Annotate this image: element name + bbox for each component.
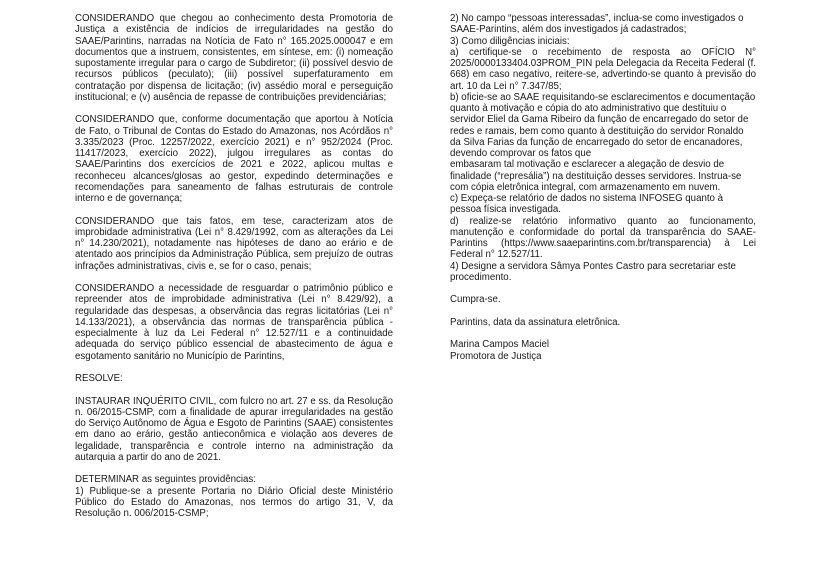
providencia-item-4: 4) Designe a servidora Sâmya Pontes Castro para secretariar este procedimento. [450,260,736,283]
diligencia-item-c: c) Expeça-se relatório de dados no sistema INFOSEG quanto à pessoa física investigada. [450,193,724,216]
diligencia-item-a: a) certifique-se o recebimento de resposta ao OFÍCIO N° 2025/0000133404.03PROM_PIN pela Delegacia da Receita Federal (f. 668) em caso negativo, reitere-se, advertindo-se quanto à previsão do art. 10 da Lei n° 7.347/85; [450,46,756,92]
considerando-paragraph-2: CONSIDERANDO que, conforme documentação que aportou à Notícia de Fato, o Tribunal de Contas do Estado do Amazonas, nos Acórdãos n° 3.335/2023 (Proc. 12257/2022, exercício 2021) e n° 952/2024 (Proc. 11417/2023, exercício 2022), julgou irregulares as contas do SAAE/Parintins dos exercícios de 2021 e 2022, aplicou multas e reconheceu alcances/glosas ao gestor, expedindo determinações e recomendações para saneamento de falhas estruturais de controle interno e de governança; [75,114,393,204]
determinar-item-1: 1) Publique-se a presente Portaria no Diário Oficial deste Ministério Público do Estado do Amazonas, nos termos do artigo 31, V, da Resolução n. 006/2015-CSMP; [75,485,393,519]
diligencia-item-d: d) realize-se relatório informativo quanto ao funcionamento, manutenção e conformidade do portal da transparência do SAAE-Parintins (https://www.saaeparintins.com.br/transparencia) à Lei Federal n° 12.527/11. [450,215,756,261]
diligencias-heading: 3) Como diligências iniciais: [450,35,570,47]
considerando-paragraph-4: CONSIDERANDO a necessidade de resguardar o patrimônio público e repreender atos de improbidade administrativa (Lei n° 8.429/92), a regularidade das despesas, a observância das regras licitatórias (Lei n° 14.133/2021), a observância das normas de transparência pública - especialmente à luz da Lei Federal n° 12.527/11 e a continuidade adequada do serviço público essencial de abastecimento de água e esgotamento sanitário no Município de Parintins, [75,283,393,362]
signer-title: Promotora de Justiça [450,350,542,362]
determinar-heading: DETERMINAR as seguintes providências: [75,474,256,486]
providencias-list [450,13,756,283]
spacer [450,283,756,294]
considerando-paragraph-1: CONSIDERANDO que chegou ao conhecimento desta Promotoria de Justiça a existência de indícios de irregularidades na gestão do SAAE/Parintins, narradas na Notícia de Fato n° 165.2025.000047 e em documentos que a instruem, consistentes, em síntese, em: (i) nomeação supostamente irregular para o cargo de Subdiretor; (ii) possível desvio de recursos públicos (peculato); (iii) possível superfaturamento em contratação por dispensa de licitação; (iv) assédio moral e perseguição institucional; e (v) ausência de repasse de contribuições previdenciárias; [75,13,393,103]
diligencia-item-b: b) oficie-se ao SAAE requisitando-se esclarecimentos e documentação quanto à motivação e cópia do ato administrativo que destituiu o servidor Eliel da Gama Ribeiro da função de encarregado do setor de redes e ramais, bem como quanto à destituição do servidor Ronaldo da Silva Farias da função de encarregado do setor de encanadores, devendo comprovar os fatos que [450,91,756,159]
diligencia-item-b-continued: embasaram tal motivação e esclarecer a alegação de desvio de finalidade (“represália”) na destituição desses servidores. Instrua-se com cópia eletrônica integral, com armazenamento em nuvem. [450,159,742,193]
instaurar-paragraph: INSTAURAR INQUÉRITO CIVIL, com fulcro no art. 27 e ss. da Resolução n. 06/2015-CSMP, com a finalidade de apurar irregularidades na gestão do Serviço Autônomo de Água e Esgoto de Parintins (SAAE) consistentes em dano ao erário, gestão antieconômica e violação aos deveres de legalidade, transparência e controle interno na administração da autarquia a partir do ano de 2021. [75,395,393,463]
providencia-item-2: 2) No campo “pessoas interessadas”, inclua-se como investigados o SAAE-Parintins, além dos investigados já cadastrados; [450,13,744,36]
considerando-paragraph-3: CONSIDERANDO que tais fatos, em tese, caracterizam atos de improbidade administrativa (Lei n° 8.429/1992, com as alterações da Lei n° 14.230/2021), notadamente nas hipóteses de dano ao erário e de atentado aos princípios da Administração Pública, sem prejuízo de outras infrações administrativas, civis e, se for o caso, penais; [75,215,393,272]
place-date: Parintins, data da assinatura eletrônica. [450,316,621,328]
right-column [450,13,756,362]
cumpra-se: Cumpra-se. [450,294,501,306]
signer-name: Marina Campos Maciel [450,339,550,351]
determinar-block [75,474,393,519]
spacer [450,328,756,339]
spacer [450,306,756,317]
left-column [75,13,393,519]
resolve-heading: RESOLVE: [75,373,123,384]
